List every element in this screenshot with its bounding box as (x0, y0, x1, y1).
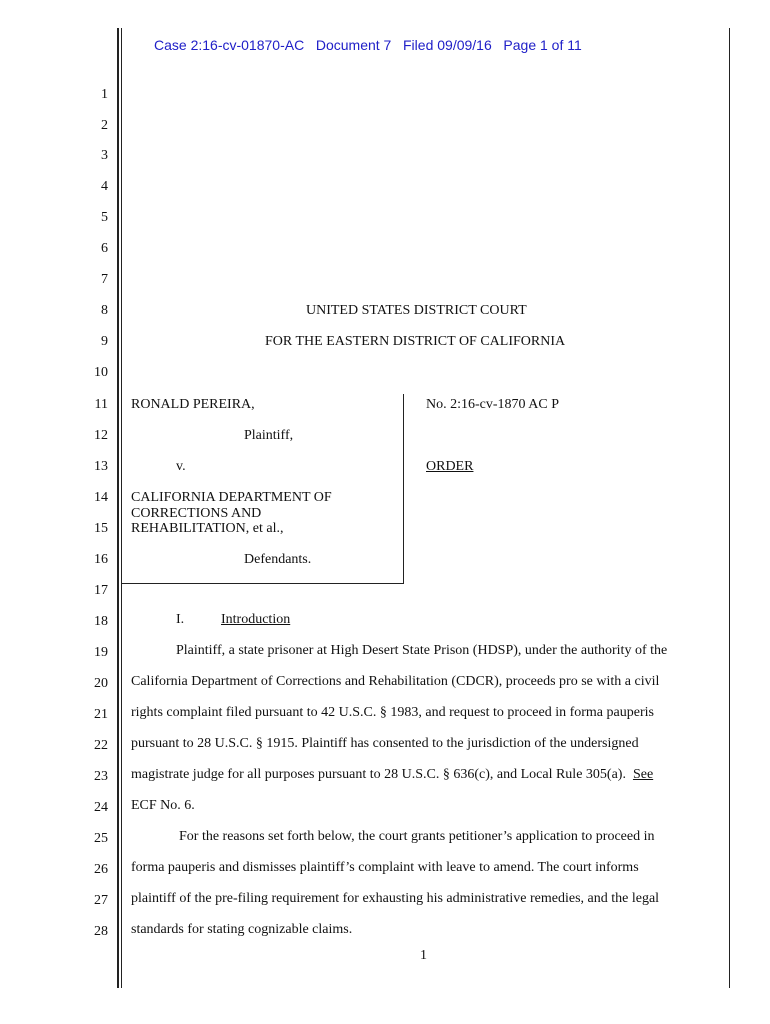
body-line: ECF No. 6. (131, 798, 195, 813)
line-number: 11 (94, 397, 108, 412)
line-number: 18 (94, 614, 108, 629)
body-line: forma pauperis and dismisses plaintiff’s complaint with leave to amend. The court informs (131, 860, 639, 875)
left-margin-rule-outer (117, 28, 119, 988)
line-number: 12 (94, 428, 108, 443)
line-number: 25 (94, 831, 108, 846)
line-number: 16 (94, 552, 108, 567)
line-number: 5 (101, 210, 108, 225)
line-number: 28 (94, 924, 108, 939)
body-line-text: magistrate judge for all purposes pursuant to 28 U.S.C. § 636(c), and Local Rule 305(a). (131, 767, 626, 782)
body-line: California Department of Corrections and Rehabilitation (CDCR), proceeds pro se with a civil (131, 674, 660, 689)
line-number: 3 (101, 148, 108, 163)
line-number: 21 (94, 707, 108, 722)
body-line: rights complaint filed pursuant to 42 U.S.C. § 1983, and request to proceed in forma pauperis (131, 705, 654, 720)
line-number: 20 (94, 676, 108, 691)
defendant-name-line3: REHABILITATION, et al., (131, 521, 284, 536)
line-number: 13 (94, 459, 108, 474)
body-line: plaintiff of the pre-filing requirement for exhausting his administrative remedies, and the legal (131, 891, 660, 906)
court-name: UNITED STATES DISTRICT COURT (306, 303, 527, 318)
document-title: ORDER (426, 459, 474, 474)
case-number: No. 2:16-cv-1870 AC P (426, 397, 559, 412)
plaintiff-name: RONALD PEREIRA, (131, 397, 255, 412)
caption-vertical-rule (403, 394, 404, 583)
line-number: 17 (94, 583, 108, 598)
defendant-name-line1: CALIFORNIA DEPARTMENT OF (131, 490, 332, 505)
line-number: 14 (94, 490, 108, 505)
see-signal: See (632, 767, 654, 782)
line-number: 15 (94, 521, 108, 536)
body-line: pursuant to 28 U.S.C. § 1915. Plaintiff has consented to the jurisdiction of the undersigned (131, 736, 639, 751)
ecf-header-stamp: Case 2:16-cv-01870-AC Document 7 Filed 09/09/16 Page 1 of 11 (154, 37, 582, 53)
body-line (131, 767, 653, 783)
line-number: 22 (94, 738, 108, 753)
caption-bottom-rule (122, 583, 404, 584)
versus-label: v. (176, 459, 186, 474)
body-line: standards for stating cognizable claims. (131, 922, 353, 937)
defendant-name-line2: CORRECTIONS AND (131, 506, 262, 521)
defendant-role: Defendants. (244, 552, 312, 567)
line-number: 8 (101, 303, 108, 318)
line-number: 27 (94, 893, 108, 908)
body-line: For the reasons set forth below, the court grants petitioner’s application to proceed in (179, 829, 655, 844)
line-number: 9 (101, 334, 108, 349)
section-number: I. (176, 612, 185, 627)
right-margin-rule (729, 28, 730, 988)
page-number: 1 (420, 948, 427, 963)
body-line: Plaintiff, a state prisoner at High Desert State Prison (HDSP), under the authority of the (176, 643, 668, 658)
line-number: 24 (94, 800, 108, 815)
line-number: 23 (94, 769, 108, 784)
line-number: 1 (101, 87, 108, 102)
section-title: Introduction (221, 612, 291, 627)
line-number: 6 (101, 241, 108, 256)
court-district: FOR THE EASTERN DISTRICT OF CALIFORNIA (265, 334, 566, 349)
line-number: 10 (94, 365, 108, 380)
line-number: 4 (101, 179, 108, 194)
plaintiff-role: Plaintiff, (244, 428, 294, 443)
line-number: 19 (94, 645, 108, 660)
line-number: 7 (101, 272, 108, 287)
line-number: 2 (101, 118, 108, 133)
left-margin-rule-inner (121, 28, 122, 988)
line-number: 26 (94, 862, 108, 877)
